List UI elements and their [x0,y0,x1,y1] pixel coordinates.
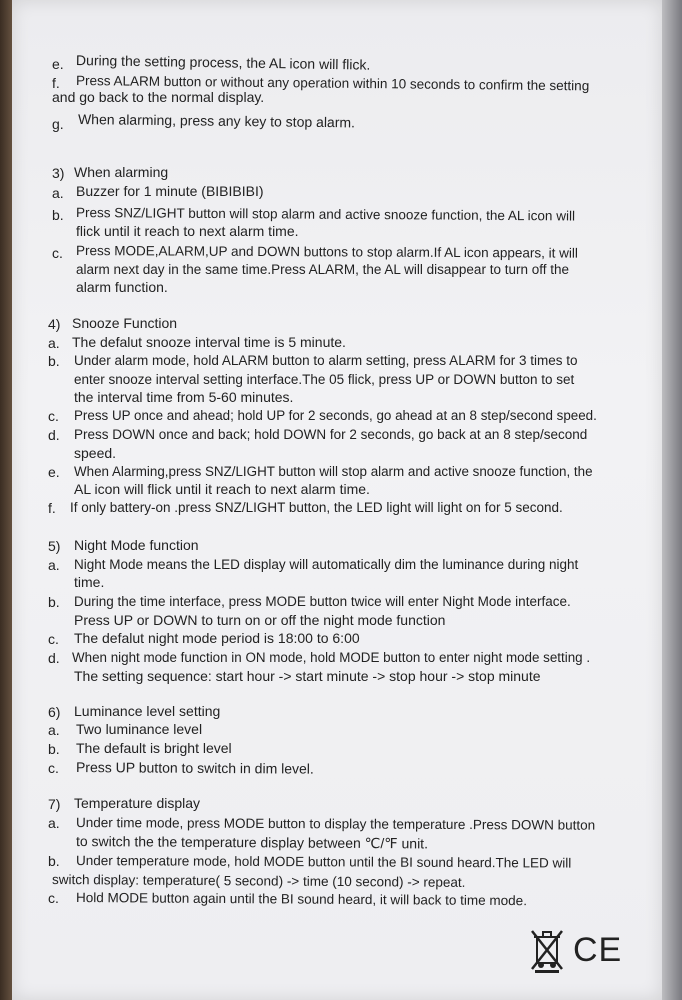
list-item: the interval time from 5-60 minutes. [74,389,294,405]
list-item: Press ALARM button or without any operation within 10 seconds to confirm the setting [75,73,590,94]
list-item: time. [74,574,105,590]
list-item: Under temperature mode, hold MODE button until the BI sound heard.The LED will [75,853,572,871]
item-marker: e. [52,56,64,72]
section-heading: Luminance level setting [74,703,221,719]
list-item: When alarming, press any key to stop alarm. [77,111,356,131]
list-item: Press UP or DOWN to turn on or off the night mode function [74,612,446,628]
section-number: 7) [48,796,61,812]
list-item: Buzzer for 1 minute (BIBIBIBI) [76,183,264,199]
item-marker: c. [48,760,59,776]
item-marker: d. [48,650,60,666]
list-item: Under time mode, press MODE button to display the temperature .Press DOWN button [75,815,596,833]
section-heading: When alarming [74,164,169,180]
list-item: The default is bright level [76,740,232,756]
section-heading: Temperature display [74,795,201,811]
list-item: AL icon will flick until it reach to next alarm time. [74,481,370,497]
list-item: During the time interface, press MODE button twice will enter Night Mode interface. [74,594,571,609]
item-marker: c. [48,890,59,906]
item-marker: a. [48,335,60,351]
background-right [662,0,682,1000]
list-item: enter snooze interval setting interface.The 05 flick, press UP or DOWN button to set [74,372,575,387]
list-item: switch display: temperature( 5 second) -> time (10 second) -> repeat. [51,872,466,890]
section-number: 5) [48,538,61,554]
item-marker: c. [48,631,59,647]
item-marker: c. [48,408,59,424]
list-item: to switch the the temperature display between ℃/℉ unit. [75,833,429,852]
list-item: Two luminance level [76,721,203,737]
item-marker: e. [48,464,60,480]
list-item: Press UP button to switch in dim level. [75,759,314,777]
item-marker: f. [52,75,60,91]
item-marker: b. [52,207,64,223]
item-marker: f. [48,500,56,516]
list-item: Under alarm mode, hold ALARM button to alarm setting, press ALARM for 3 times to [74,353,578,368]
crossed-out-wheelie-bin-icon [529,927,565,973]
list-item: Press MODE,ALARM,UP and DOWN buttons to stop alarm.If AL icon appears, it will [75,243,578,261]
item-marker: c. [52,245,63,261]
item-marker: b. [48,353,60,369]
list-item: During the setting process, the AL icon will flick. [75,52,371,73]
list-item: alarm next day in the same time.Press ALARM, the AL will disappear to turn off the [76,262,569,277]
list-item: Press DOWN once and back; hold DOWN for 2 seconds, go back at an 8 step/second [74,427,588,442]
item-marker: b. [48,853,60,869]
list-item: The defalut snooze interval time is 5 minute. [72,334,346,350]
ce-mark: CE [573,930,623,969]
compliance-marks [529,924,629,976]
instruction-sheet [12,0,662,1000]
list-item: Night Mode means the LED display will automatically dim the luminance during night [74,557,579,572]
item-marker: a. [48,722,60,738]
section-number: 4) [48,316,61,332]
item-marker: a. [48,815,60,831]
item-marker: b. [48,594,60,610]
list-item: When night mode function in ON mode, hold MODE button to enter night mode setting . [72,650,591,665]
list-item: flick until it reach to next alarm time. [76,223,299,239]
item-marker: b. [48,741,60,757]
list-item: Press SNZ/LIGHT button will stop alarm and active snooze function, the AL icon will [75,205,576,224]
list-item: and go back to the normal display. [52,89,265,105]
list-item: The setting sequence: start hour -> start minute -> stop hour -> stop minute [74,668,541,684]
section-heading: Night Mode function [74,537,199,553]
section-heading: Snooze Function [72,315,178,331]
list-item: Press UP once and ahead; hold UP for 2 seconds, go ahead at an 8 step/second speed. [74,408,597,423]
item-marker: g. [52,116,64,132]
list-item: speed. [74,445,117,461]
item-marker: a. [48,557,60,573]
item-marker: d. [48,427,60,443]
section-number: 6) [48,704,61,720]
list-item: alarm function. [76,279,168,295]
list-item: When Alarming,press SNZ/LIGHT button will stop alarm and active snooze function, the [74,464,593,479]
list-item: Hold MODE button again until the BI sound heard, it will back to time mode. [75,890,528,909]
list-item: If only battery-on .press SNZ/LIGHT button, the LED light will light on for 5 second. [70,500,563,515]
section-number: 3) [52,165,65,181]
item-marker: a. [52,185,64,201]
list-item: The defalut night mode period is 18:00 to 6:00 [74,630,360,646]
